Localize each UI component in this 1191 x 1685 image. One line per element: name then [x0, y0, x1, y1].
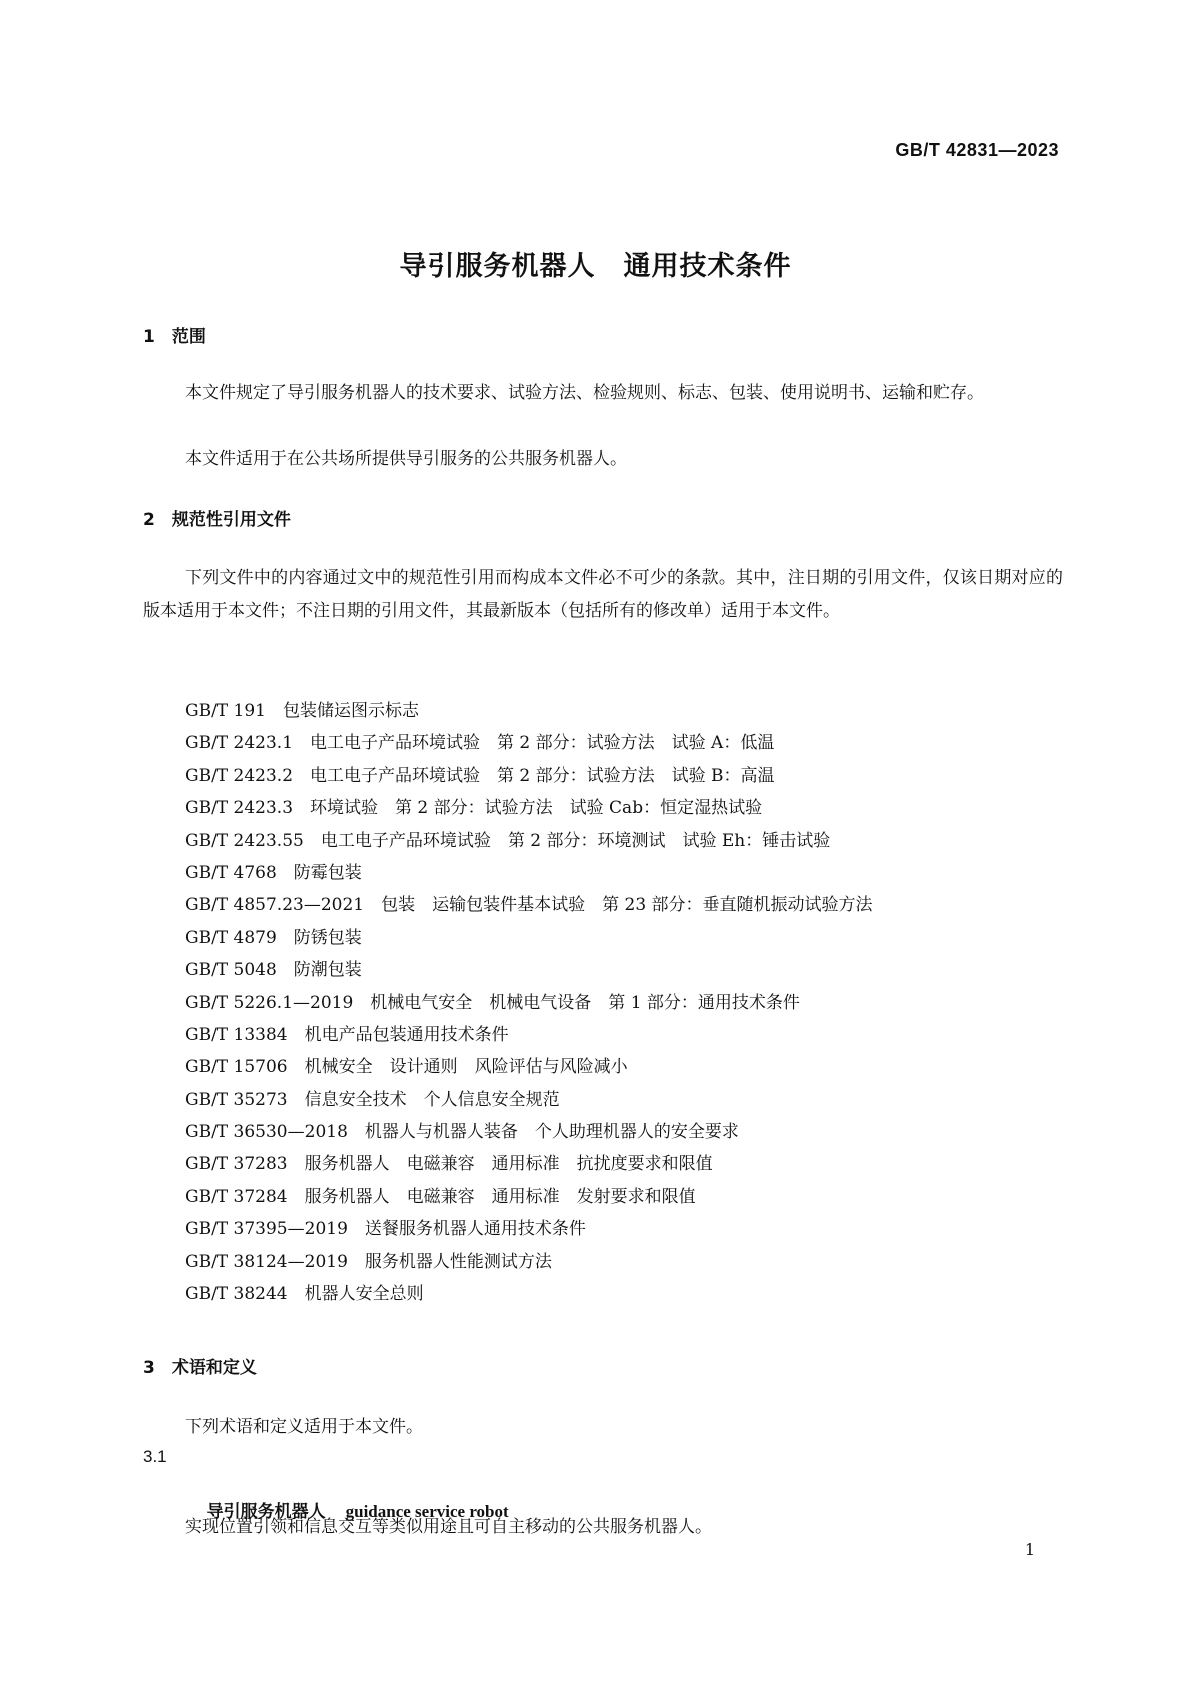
reference-item: GB/T 4879 防锈包装: [185, 927, 362, 948]
reference-item: GB/T 5226.1—2019 机械电气安全 机械电气设备 第 1 部分：通用技术条件: [185, 992, 800, 1013]
reference-item: GB/T 2423.2 电工电子产品环境试验 第 2 部分：试验方法 试验 B：高温: [185, 765, 775, 786]
references-intro-paragraph: 下列文件中的内容通过文中的规范性引用而构成本文件必不可少的条款。其中，注日期的引用文件，仅该日期对应的版本适用于本文件；不注日期的引用文件，其最新版本（包括所有的修改单）适用于本文件。: [143, 568, 1063, 621]
standard-number: GB/T 42831—2023: [895, 140, 1059, 160]
reference-item: GB/T 2423.1 电工电子产品环境试验 第 2 部分：试验方法 试验 A：低温: [185, 733, 775, 754]
reference-list: [185, 695, 873, 1310]
term-definition: 实现位置引领和信息交互等类似用途且可自主移动的公共服务机器人。: [185, 1517, 712, 1537]
clause-number: 3.1: [143, 1447, 167, 1466]
reference-item: GB/T 37395—2019 送餐服务机器人通用技术条件: [185, 1219, 586, 1240]
section-heading-terms-and-definitions: 3 术语和定义: [143, 1358, 257, 1378]
reference-item: GB/T 191 包装储运图示标志: [185, 701, 419, 721]
terms-intro-paragraph: 下列术语和定义适用于本文件。: [185, 1417, 423, 1437]
reference-item: GB/T 2423.55 电工电子产品环境试验 第 2 部分：环境测试 试验 Eh：锤击试验: [185, 830, 831, 851]
section-heading-scope: 1 范围: [143, 327, 206, 347]
document-title: 导引服务机器人 通用技术条件: [399, 251, 792, 282]
scope-paragraph-2: 本文件适用于在公共场所提供导引服务的公共服务机器人。: [185, 449, 627, 469]
reference-item: GB/T 38244 机器人安全总则: [185, 1284, 424, 1305]
reference-item: GB/T 37284 服务机器人 电磁兼容 通用标准 发射要求和限值: [185, 1186, 696, 1207]
reference-item: GB/T 37283 服务机器人 电磁兼容 通用标准 抗扰度要求和限值: [185, 1154, 713, 1175]
reference-item: GB/T 4857.23—2021 包装 运输包装件基本试验 第 23 部分：垂直随机振动试验方法: [185, 895, 873, 916]
reference-item: GB/T 36530—2018 机器人与机器人装备 个人助理机器人的安全要求: [185, 1122, 739, 1143]
reference-item: GB/T 5048 防潮包装: [185, 960, 362, 981]
page-number: 1: [1024, 1540, 1035, 1559]
reference-item: GB/T 38124—2019 服务机器人性能测试方法: [185, 1251, 552, 1272]
term-english: guidance service robot: [345, 1502, 509, 1521]
reference-item: GB/T 4768 防霉包装: [185, 862, 362, 883]
reference-item: GB/T 2423.3 环境试验 第 2 部分：试验方法 试验 Cab：恒定湿热试验: [185, 798, 763, 819]
term-chinese: 导引服务机器人: [206, 1502, 326, 1522]
reference-item: GB/T 15706 机械安全 设计通则 风险评估与风险减小: [185, 1057, 628, 1078]
scope-paragraph-1: 本文件规定了导引服务机器人的技术要求、试验方法、检验规则、标志、包装、使用说明书、运输和贮存。: [185, 383, 984, 403]
reference-item: GB/T 13384 机电产品包装通用技术条件: [185, 1024, 509, 1045]
reference-item: GB/T 35273 信息安全技术 个人信息安全规范: [185, 1089, 560, 1110]
section-heading-normative-references: 2 规范性引用文件: [143, 510, 291, 530]
